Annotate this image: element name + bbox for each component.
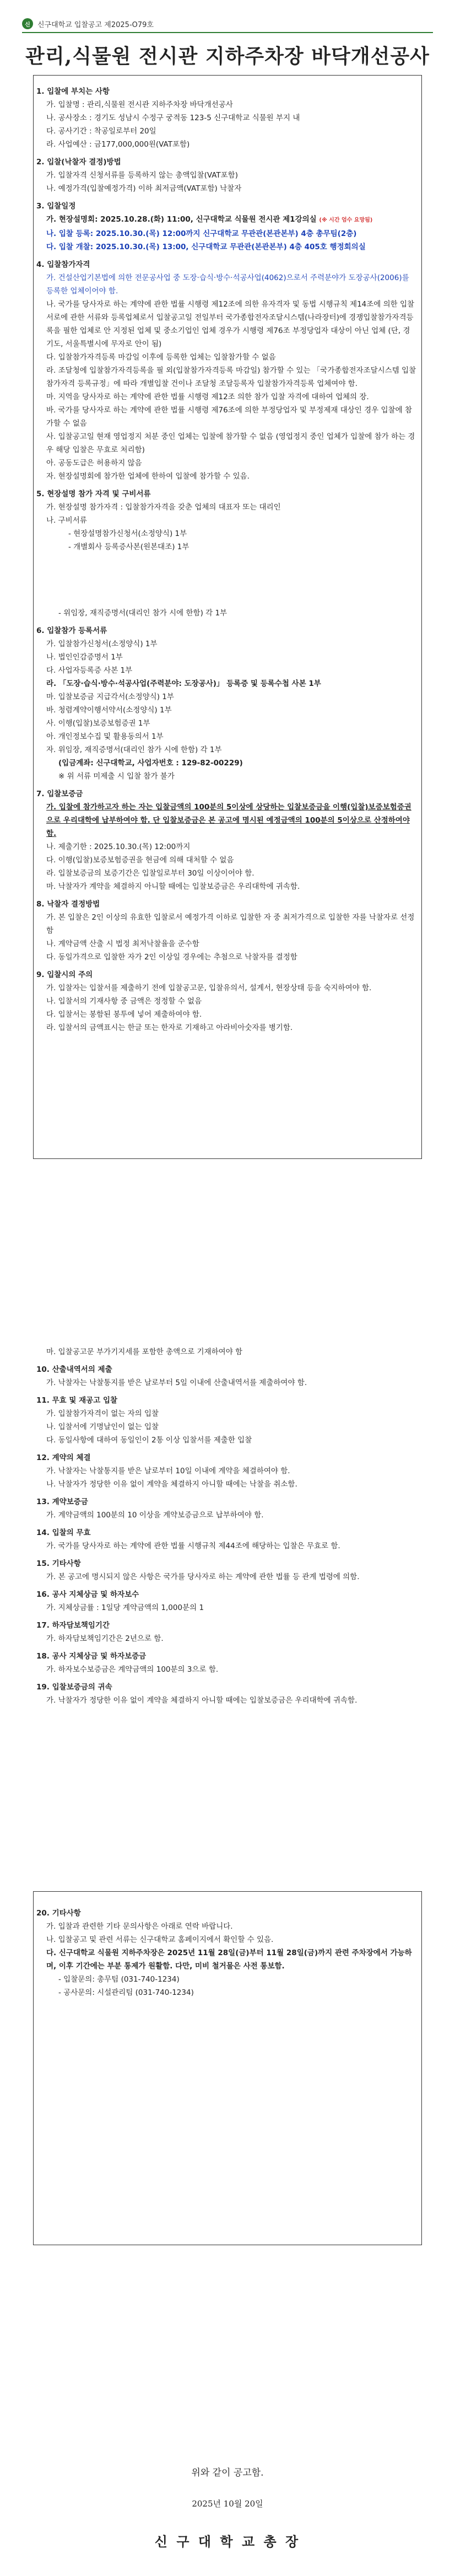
section3-item: 다. 입찰 개찰: 2025.10.30.(목) 13:00, 신구대학교 무관관(본관본부) 4층 405호 행정회의실 <box>46 243 366 251</box>
section15-item: 가. 본 공고에 명시되지 않은 사항은 국가를 당사자로 하는 계약에 관한 법률 등 관계 법령에 의함. <box>46 1573 360 1581</box>
section4-item: 아. 공동도급은 허용하지 않음 <box>46 459 142 468</box>
section20-heading: 20. 기타사항 <box>36 1909 81 1918</box>
section6-account: (입금계좌: 신구대학교, 사업자번호 : 129-82-00229) <box>58 759 243 768</box>
section10-heading: 10. 산출내역서의 제출 <box>36 1365 112 1374</box>
section7-heading: 7. 입찰보증금 <box>36 790 83 798</box>
section9-item: 가. 입찰자는 입찰서를 제출하기 전에 입찰공고문, 입찰유의서, 설계서, 현장상태 등을 숙지하여야 함. <box>46 984 372 992</box>
section6-item: 라. 「도장·습식·방수·석공사업(주력분야: 도장공사)」 등록증 및 등록수첩 사본 1부 <box>46 679 321 688</box>
section11-item: 나. 입찰서에 기명날인이 없는 입찰 <box>46 1423 159 1431</box>
section10-item: 가. 낙찰자는 낙찰통지를 받은 날로부터 5일 이내에 산출내역서를 제출하여야 함. <box>46 1378 307 1387</box>
section9-heading: 9. 입찰시의 주의 <box>36 970 93 979</box>
section6-item: 마. 입찰보증금 지급각서(소정양식) 1부 <box>46 693 174 701</box>
section19-item: 가. 낙찰자가 정당한 이유 없이 계약을 체결하지 아니할 때에는 입찰보증금은 우리대학에 귀속함. <box>46 1696 358 1705</box>
section20-item: 가. 입찰과 관련한 기타 문의사항은 아래로 연락 바랍니다. <box>46 1922 233 1931</box>
section7-item: 라. 입찰보증금의 보증기간은 입찰일로부터 30일 이상이어야 함. <box>46 869 254 878</box>
section7-text: 가. 입찰에 참가하고자 하는 자는 입찰금액의 100분의 5이상에 상당하는 입찰보증금을 이행(입찰)보증보험증권으로 우리대학에 납부하여야 함. 단 입찰보증금은 본 공고에 명시된 예정금액의 100분의 5이상으로 산정하여야 함. <box>46 803 411 838</box>
section9-note: 마. 입찰공고문 부가기지세를 포함한 총액으로 기재하여야 함 <box>46 1348 243 1356</box>
section7-item: 다. 이행(입찰)보증보험증권을 현금에 의해 대처할 수 없음 <box>46 856 234 865</box>
section5-sub-item: - 현장설명참가신청서(소정양식) 1부 <box>68 529 187 538</box>
section12-heading: 12. 계약의 체결 <box>36 1453 91 1462</box>
section2-heading: 2. 입찰(낙찰자 결정)방법 <box>36 158 121 167</box>
notice-date: 2025년 10월 20일 <box>192 2499 263 2509</box>
section18-heading: 18. 공사 지체상금 및 하자보증금 <box>36 1652 147 1661</box>
section4-item: 마. 지역을 당사자로 하는 계약에 관한 법률 시행령 제12조 의한 참가 입찰 자격에 대하여 업체의 장. <box>46 393 369 401</box>
section4-item: 가. 건설산업기본법에 의한 전문공사업 중 도장·습식·방수·석공사업(4062)으로서 주력분야가 도장공사(2006)를 등록한 업체이어야 함. <box>46 273 409 296</box>
section4-heading: 4. 입찰참가자격 <box>36 260 90 269</box>
section1-item: 다. 공사기간 : 착공일로부터 20일 <box>46 127 156 136</box>
section3-item <box>36 213 416 227</box>
section1-item: 나. 공사장소 : 경기도 성남시 수정구 궁적동 123-5 신구대학교 식물원 부지 내 <box>46 114 300 122</box>
section4-item: 바. 국가를 당사자로 하는 계약에 관한 법률 시행령 제76조에 의한 부정당업자 및 부정제재 대상인 경우 입찰에 참가할 수 없음 <box>46 406 412 428</box>
section6-item: 자. 위임장, 재직증명서(대리인 참가 시에 한함) 각 1부 <box>46 745 222 754</box>
section7-item: 나. 제출기한 : 2025.10.30.(목) 12:00까지 <box>46 842 191 851</box>
section5-sub-item: - 개별회사 등록증사본(원본대조) 1부 <box>68 543 189 551</box>
section1-heading: 1. 입찰에 부치는 사항 <box>36 87 110 96</box>
section3-note: (※ 시간 엄수 요망됨) <box>319 217 373 223</box>
section11-item: 가. 입찰참가자격이 없는 자의 입찰 <box>46 1409 159 1418</box>
section18-item: 가. 하자보수보증금은 계약금액의 100분의 3으로 함. <box>46 1665 219 1674</box>
section8-item: 가. 본 입찰은 2인 이상의 유효한 입찰로서 예정가격 이하로 입찰한 자 중 최저가격으로 입찰한 자를 낙찰자로 선정함 <box>46 913 415 935</box>
section11-heading: 11. 무효 및 재공고 입찰 <box>36 1396 118 1405</box>
page-title: 관리,식물원 전시관 지하주차장 바닥개선공사 <box>25 45 430 68</box>
section4-item: 라. 조달청에 입찰참가자격등록을 필 외(입찰참가자격등록 마감일) 참가할 수 있는 「국가종합전자조달시스템 입찰참가자격 등록규정」에 따라 개별입찰 건이나 조달청 조달등록자 입찰참가자격등록 업체여야 함. <box>46 366 416 388</box>
closing-statement: 위와 같이 공고함. <box>191 2467 264 2478</box>
notice-number: 제2025-O79호 <box>104 20 154 29</box>
section9-item: 라. 입찰서의 금액표시는 한글 또는 한자로 기재하고 아라비아숫자를 병기함. <box>46 1023 293 1032</box>
section16-heading: 16. 공사 지체상금 및 하자보수 <box>36 1590 139 1599</box>
section8-item: 나. 계약금액 산출 시 법정 최저낙찰율을 준수함 <box>46 940 199 948</box>
section9-item: 나. 입찰서의 기재사항 중 금액은 정정할 수 없음 <box>46 997 202 1006</box>
section5-tail: - 위임장, 재직증명서(대리인 참가 시에 한함) 각 1부 <box>58 609 228 618</box>
section6-item: 다. 사업자등록증 사본 1부 <box>46 666 133 675</box>
section4-item: 나. 국가를 당사자로 하는 계약에 관한 법률 시행령 제12조에 의한 유자격자 및 동법 시행규칙 제14조에 의한 입찰서로에 관한 서류와 등록업체로서 입찰공고일 전일부터 국가종합전자조달시스템(나라장터)에 경쟁입찰참가자격등록을 필한 업체로 안 지정된 업체 및 중소기업인 업체 경우가 시행령 제76조 부정당업자 대상이 아닌 업체 (단, 경기도, 서울특별시에 무자로 안이 됨) <box>46 300 415 348</box>
section5-heading: 5. 현장설명 참가 자격 및 구비서류 <box>36 490 151 498</box>
section-block-2 <box>36 1345 416 1707</box>
header <box>22 17 154 31</box>
section8-item: 다. 동일가격으로 입찰한 자가 2인 이상일 경우에는 추첨으로 낙찰자를 결정함 <box>46 953 297 962</box>
section17-heading: 17. 하자담보책임기간 <box>36 1621 110 1630</box>
section20-contact: - 공사문의: 시설관리팀 (031-740-1234) <box>58 1988 194 1997</box>
section13-item: 가. 계약금액의 100분의 10 이상을 계약보증금으로 납부하여야 함. <box>46 1511 264 1520</box>
section4-item: 자. 현장설명회에 참가한 업체에 한하여 입찰에 참가할 수 있음. <box>46 472 250 481</box>
section-block-3 <box>36 1902 416 1999</box>
university-logo-icon: 신 <box>22 18 33 29</box>
section6-item: 나. 법인인감증명서 1부 <box>46 653 123 662</box>
section6-item: 아. 개인정보수집 및 활용동의서 1부 <box>46 732 164 741</box>
section7-item: 마. 낙찰자가 계약을 체결하지 아니할 때에는 입찰보증금은 우리대학에 귀속함. <box>46 882 300 891</box>
section6-item: 가. 입찰참가신청서(소정양식) 1부 <box>46 640 158 648</box>
org-name: 신구대학교 입찰공고 <box>37 20 102 29</box>
section11-item: 다. 동일사항에 대하여 동일인이 2통 이상 입찰서를 제출한 입찰 <box>46 1436 252 1445</box>
section2-item: 나. 예정가격(입찰예정가격) 이하 최저금액(VAT포함) 낙찰자 <box>46 184 242 193</box>
section17-item: 가. 하자담보책임기간은 2년으로 함. <box>46 1634 164 1643</box>
section20-item: 나. 입찰공고 및 관련 서류는 신구대학교 홈페이지에서 확인할 수 있음. <box>46 1935 274 1944</box>
section13-heading: 13. 계약보증금 <box>36 1498 88 1506</box>
section9-item: 다. 입찰서는 봉함된 봉투에 넣어 제출하여야 함. <box>46 1010 202 1019</box>
section19-heading: 19. 입찰보증금의 귀속 <box>36 1683 112 1692</box>
section3-heading: 3. 입찰일정 <box>36 202 76 211</box>
section7-item <box>36 801 416 840</box>
signer: 신 구 대 학 교 총 장 <box>154 2534 301 2550</box>
header-text <box>37 19 154 29</box>
section3-text: 가. 현장설명회: 2025.10.28.(화) 11:00, 신구대학교 식물원 전시관 제1강의실 <box>46 215 317 224</box>
section12-item: 나. 낙찰자가 정당한 이유 없이 계약을 체결하지 아니할 때에는 낙찰을 취소함. <box>46 1480 297 1489</box>
header-divider <box>22 32 433 33</box>
section4-item: 사. 입찰공고일 현재 영업정지 처분 중인 업체는 입찰에 참가할 수 없음 (영업정지 중인 업체가 입찰에 참가 하는 경우 해당 입찰은 무효로 처리함) <box>46 432 415 454</box>
section6-notice: ※ 위 서류 미제출 시 입찰 참가 불가 <box>58 772 175 781</box>
section5-item: 가. 현장설명 참가자격 : 입찰참가자격을 갖춘 업체의 대표자 또는 대리인 <box>46 503 281 512</box>
section6-item: 바. 청렴계약이행서약서(소정양식) 1부 <box>46 706 172 715</box>
section1-item: 가. 입찰명 : 관리,식물원 전시관 지하주차장 바닥개선공사 <box>46 100 233 109</box>
section2-item: 가. 입찰자격 신청서류를 등록하지 않는 총액입찰(VAT포함) <box>46 171 238 180</box>
section15-heading: 15. 기타사항 <box>36 1559 81 1568</box>
section8-heading: 8. 낙찰자 결정방법 <box>36 900 100 909</box>
section1-item: 라. 사업예산 : 금177,000,000원(VAT포함) <box>46 140 190 149</box>
section12-item: 가. 낙찰자는 낙찰통지를 받은 날로부터 10일 이내에 계약을 체결하여야 함. <box>46 1467 290 1475</box>
section-block-1 <box>36 80 416 1034</box>
section6-item: 사. 이행(입찰)보증보험증권 1부 <box>46 719 150 728</box>
section20-contact: - 입찰문의: 총무팀 (031-740-1234) <box>58 1975 180 1984</box>
section3-item: 나. 입찰 등록: 2025.10.30.(목) 12:00까지 신구대학교 무관관(본관본부) 4층 총무팀(2층) <box>46 229 357 238</box>
section14-item: 가. 국가를 당사자로 하는 계약에 관한 법률 시행규칙 제44조에 해당하는 입찰은 무효로 함. <box>46 1542 340 1550</box>
section4-item: 다. 입찰참가자격등록 마감일 이후에 등록한 업체는 입찰참가할 수 없음 <box>46 353 276 362</box>
section14-heading: 14. 입찰의 무효 <box>36 1528 91 1537</box>
section5-item: 나. 구비서류 <box>46 516 87 525</box>
section16-item: 가. 지체상금률 : 1일당 계약금액의 1,000분의 1 <box>46 1603 204 1612</box>
section20-item: 다. 신구대학교 식물원 지하주차장은 2025년 11월 28일(금)부터 11월 28일(금)까지 관련 주차장에서 가능하며, 이후 기간에는 부분 통제가 원활함. 다만, 미비 철거물은 사전 통보함. <box>46 1949 412 1971</box>
section6-heading: 6. 입찰참가 등록서류 <box>36 626 107 635</box>
